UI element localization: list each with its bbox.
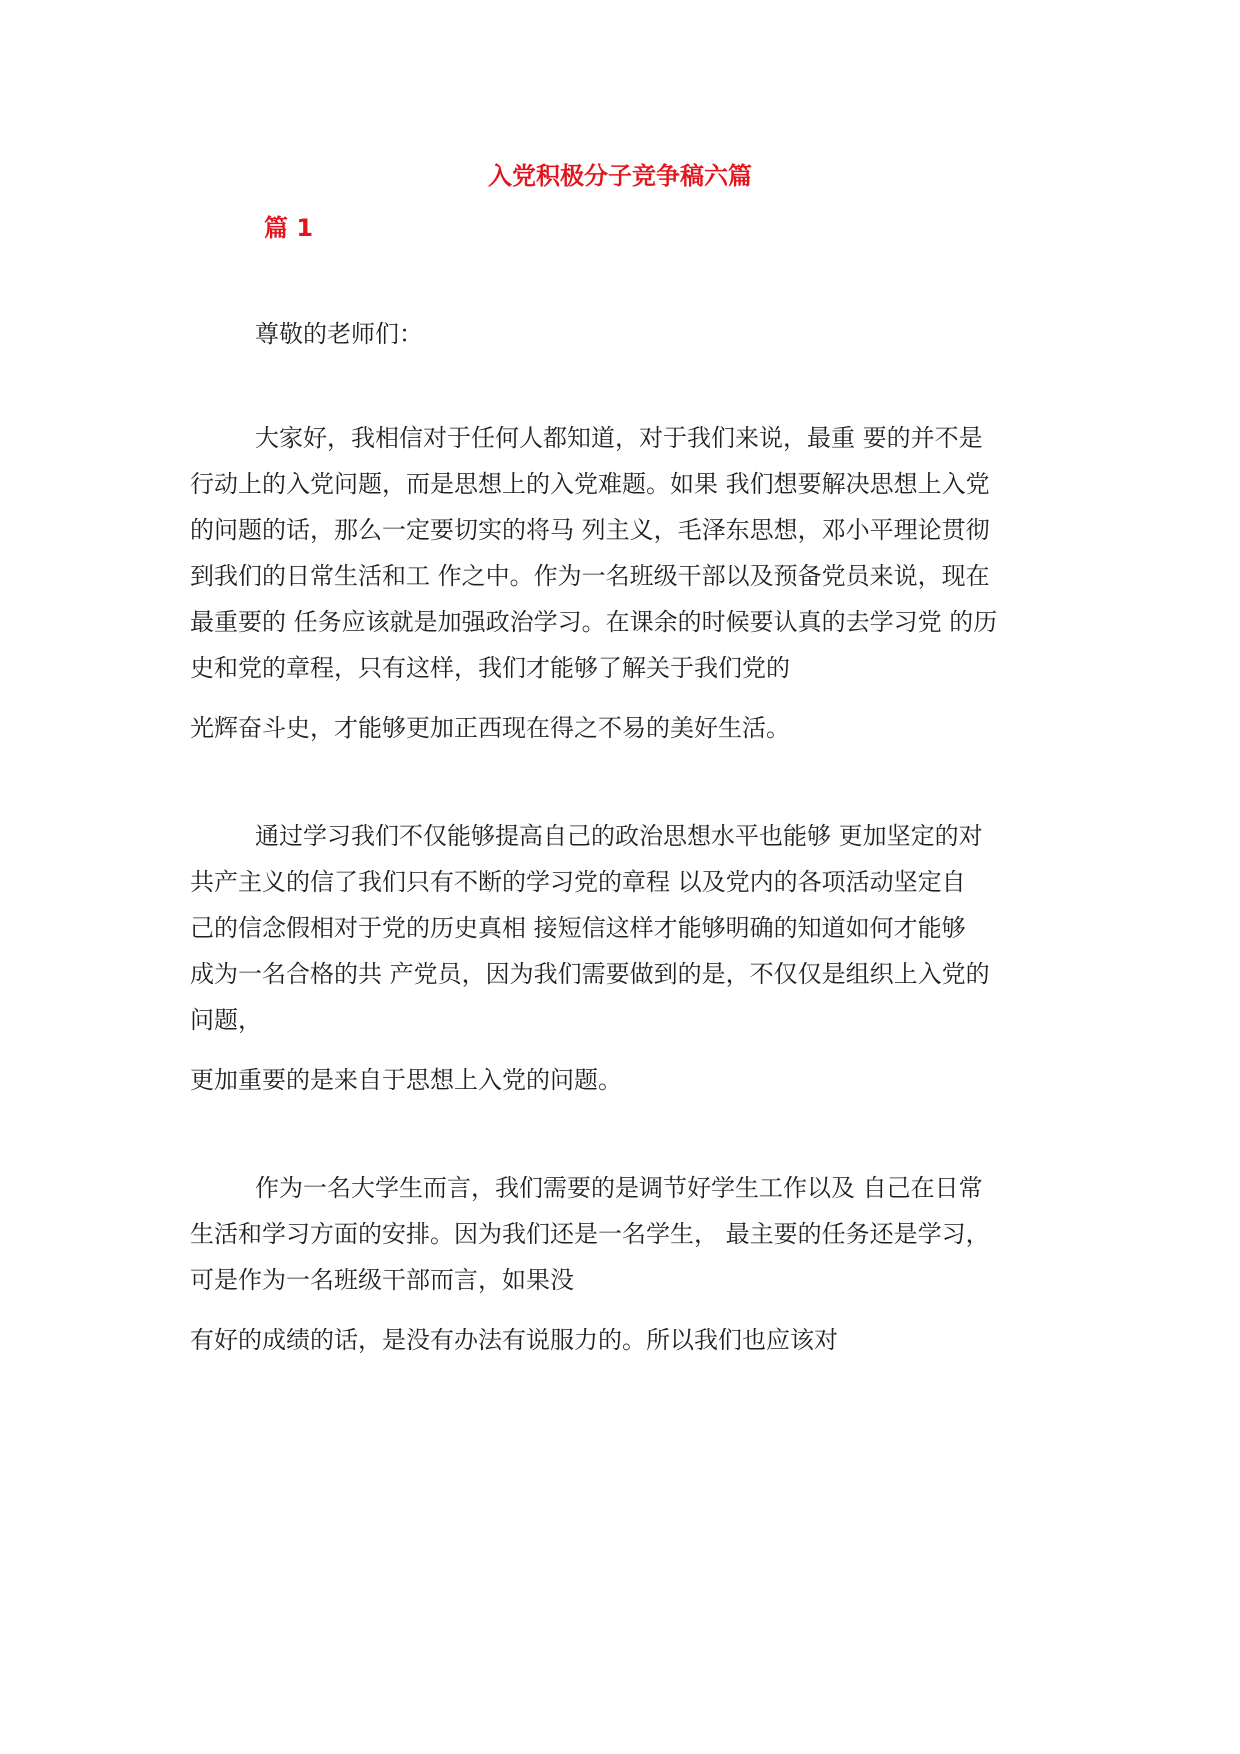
paragraph-line: 的问题的话，那么一定要切实的将马 列主义，毛泽东思想，邓小平理论贯彻 <box>190 516 990 544</box>
paragraph-line: 共产主义的信了我们只有不断的学习党的章程 以及党内的各项活动坚定自 <box>190 868 966 896</box>
paragraph-line: 通过学习我们不仅能够提高自己的政治思想水平也能够 更加坚定的对 <box>255 822 983 850</box>
paragraph-line: 光辉奋斗史，才能够更加正西现在得之不易的美好生活。 <box>190 714 790 742</box>
paragraph-line: 更加重要的是来自于思想上入党的问题。 <box>190 1066 622 1094</box>
document-title: 入党积极分子竞争稿六篇 <box>488 162 752 190</box>
section-heading: 篇 1 <box>264 214 314 242</box>
paragraph-line: 史和党的章程，只有这样，我们才能够了解关于我们党的 <box>190 654 790 682</box>
paragraph-line: 最重要的 任务应该就是加强政治学习。在课余的时候要认真的去学习党 的历 <box>190 608 998 636</box>
paragraph-line: 到我们的日常生活和工 作之中。作为一名班级干部以及预备党员来说，现在 <box>190 562 990 590</box>
paragraph-line: 生活和学习方面的安排。因为我们还是一名学生， 最主要的任务还是学习， <box>190 1220 990 1248</box>
salutation: 尊敬的老师们： <box>255 320 423 348</box>
paragraph-line: 问题， <box>190 1006 262 1034</box>
paragraph-line: 行动上的入党问题，而是思想上的入党难题。如果 我们想要解决思想上入党 <box>190 470 990 498</box>
paragraph-line: 有好的成绩的话，是没有办法有说服力的。所以我们也应该对 <box>190 1326 838 1354</box>
paragraph-line: 作为一名大学生而言，我们需要的是调节好学生工作以及 自己在日常 <box>255 1174 983 1202</box>
paragraph-line: 成为一名合格的共 产党员，因为我们需要做到的是，不仅仅是组织上入党的 <box>190 960 990 988</box>
paragraph-line: 己的信念假相对于党的历史真相 接短信这样才能够明确的知道如何才能够 <box>190 914 966 942</box>
paragraph-line: 可是作为一名班级干部而言，如果没 <box>190 1266 574 1294</box>
paragraph-line: 大家好，我相信对于任何人都知道，对于我们来说，最重 要的并不是 <box>255 424 983 452</box>
